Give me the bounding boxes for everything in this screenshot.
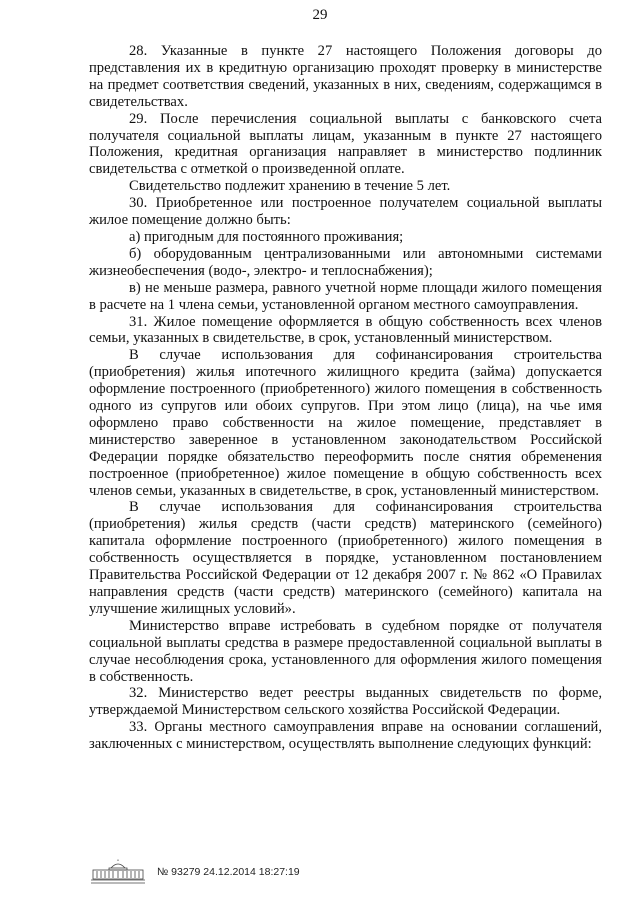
paragraph-mortgage-case: В случае использования для софинансирования строительства (приобретения) жилья ипотечного жилищного кредита (займа) допускается оформление построенного (приобретенного) жилого помещения в собственность одного из супругов или обоих супругов. При этом лицо (лица), на чье имя оформлено право собственности на жилое помещение, представляет в министерство заверенное в установленном законодательством Российской Федерации порядке обязательство переоформить после снятия обременения построенное (приобретенное) жилое помещение в общую собственность всех членов семьи, указанных в свидетельстве, в срок, установленный министерством. <box>89 347 602 499</box>
paragraph-32: 32. Министерство ведет реестры выданных свидетельств по форме, утверждаемой Министерством сельского хозяйства Российской Федерации. <box>89 685 602 719</box>
paragraph-30-b: б) оборудованным централизованными или автономными системами жизнеобеспечения (водо-, электро- и теплоснабжения); <box>89 245 602 279</box>
paragraph-33: 33. Органы местного самоуправления вправе на основании соглашений, заключенных с министерством, осуществлять выполнение следующих функций: <box>89 719 602 753</box>
paragraph-maternity-capital-case: В случае использования для софинансирования строительства (приобретения) жилья средств (части средств) материнского (семейного) капитала оформление построенного (приобретенного) жилого помещения в собственность осуществляется в порядке, установленном постановлением Правительства Российской Федерации от 12 декабря 2007 г. № 862 «О Правилах направления средств (части средств) материнского (семейного) капитала на улучшение жилищных условий». <box>89 499 602 617</box>
paragraph-30-v: в) не меньше размера, равного учетной норме площади жилого помещения в расчете на 1 члена семьи, установленной органом местного самоуправления. <box>89 279 602 313</box>
document-registration-number: № 93279 24.12.2014 18:27:19 <box>157 866 300 878</box>
paragraph-court-recovery: Министерство вправе истребовать в судебном порядке от получателя социальной выплаты средства в размере предоставленной социальной выплаты в случае несоблюдения срока, установленного для оформления жилого помещения в собственность. <box>89 617 602 685</box>
document-body <box>89 43 602 753</box>
paragraph-29: 29. После перечисления социальной выплаты с банковского счета получателя социальной выплаты лицам, указанным в пункте 27 настоящего Положения, кредитная организация направляет в министерство подлинник свидетельства с отметкой о произведенной оплате. <box>89 110 602 178</box>
page-number: 29 <box>312 7 328 23</box>
paragraph-31: 31. Жилое помещение оформляется в общую собственность всех членов семьи, указанных в свидетельстве, в срок, установленный министерством. <box>89 313 602 347</box>
paragraph-28: 28. Указанные в пункте 27 настоящего Положения договоры до представления их в кредитную организацию проходят проверку в министерстве на предмет соответствия сведений, указанных в них, сведениям, содержащимся в свидетельствах. <box>89 43 602 110</box>
government-building-icon <box>89 859 147 885</box>
paragraph-30-a: а) пригодным для постоянного проживания; <box>129 228 404 245</box>
document-footer <box>89 857 300 887</box>
paragraph-30: 30. Приобретенное или построенное получателем социальной выплаты жилое помещение должно быть: <box>89 195 602 229</box>
paragraph-storage-term: Свидетельство подлежит хранению в течение 5 лет. <box>129 178 451 195</box>
